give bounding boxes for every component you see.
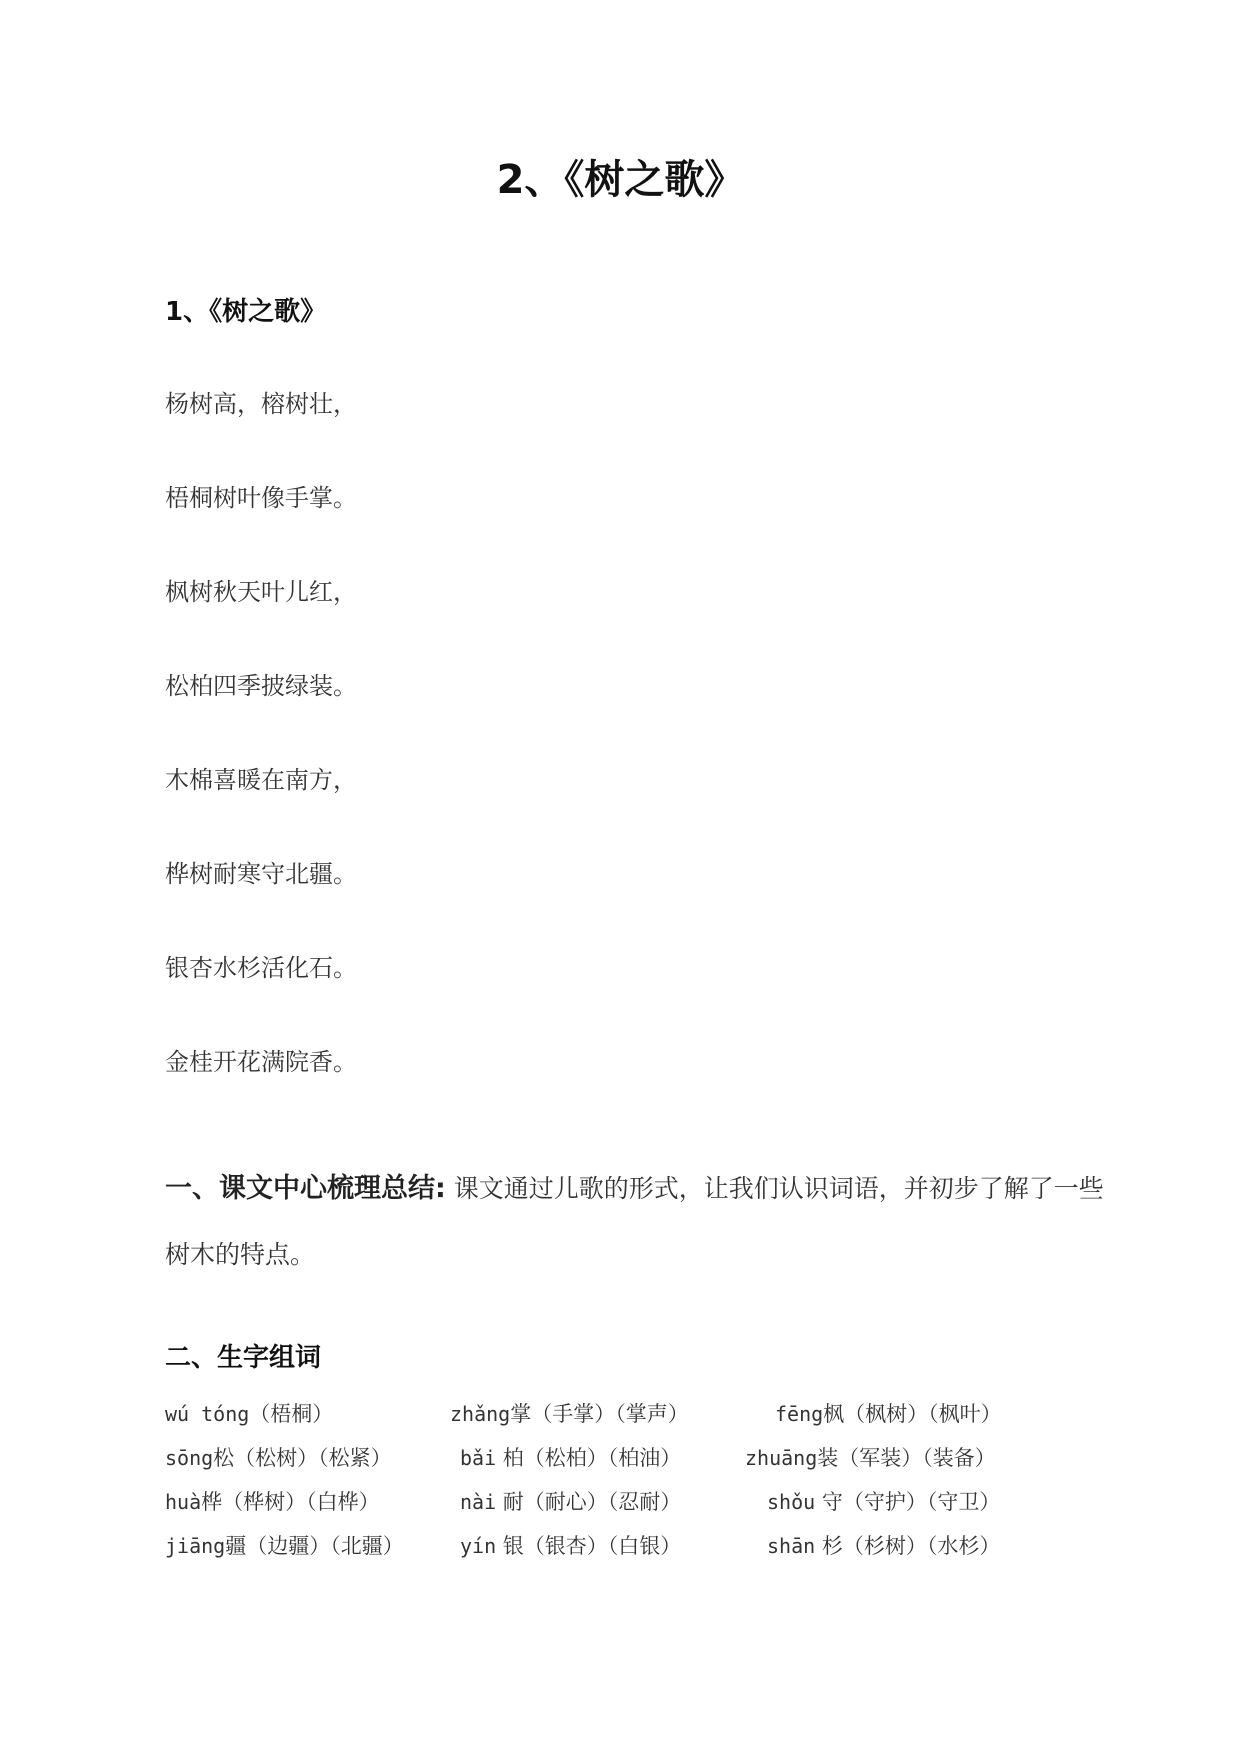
vocab-item <box>460 1528 681 1564</box>
word-group: 耐（耐心）（忍耐） <box>496 1490 682 1514</box>
poem-line: 梧桐树叶像手掌。 <box>165 484 357 512</box>
vocab-item <box>460 1484 681 1520</box>
pinyin: bǎi <box>460 1446 497 1470</box>
poem-line: 银杏水杉活化石。 <box>165 954 357 982</box>
pinyin: jiāng <box>165 1534 226 1558</box>
vocab-item <box>745 1440 996 1476</box>
poem-line: 松柏四季披绿装。 <box>165 672 357 700</box>
vocab-row <box>165 1440 1085 1476</box>
page-title: 2、《树之歌》 <box>496 157 745 203</box>
pinyin: huà <box>165 1490 202 1514</box>
vocab-item <box>165 1528 404 1564</box>
vocab-item <box>767 1484 1000 1520</box>
vocab-item <box>767 1528 1000 1564</box>
word-group: 守（守护）（守卫） <box>815 1490 1001 1514</box>
vocab-row <box>165 1396 1085 1432</box>
vocab-row <box>165 1528 1085 1564</box>
word-group: 掌（手掌）（掌声） <box>510 1402 689 1426</box>
pinyin: shǒu <box>767 1490 816 1514</box>
vocab-item <box>450 1396 689 1432</box>
pinyin: zhǎng <box>450 1402 511 1426</box>
poem-line: 金桂开花满院香。 <box>165 1048 357 1076</box>
summary-paragraph <box>165 1156 1105 1288</box>
poem-line: 杨树高，榕树壮， <box>165 390 357 418</box>
vocab-row <box>165 1484 1085 1520</box>
poem-line: 桦树耐寒守北疆。 <box>165 860 357 888</box>
word-group: 柏（松柏）（柏油） <box>496 1446 682 1470</box>
vocab-item <box>165 1484 380 1520</box>
pinyin: zhuāng <box>745 1446 818 1470</box>
summary-text: 课文通过儿歌的形式，让我们认识词语，并初步了解了一些树木的特点。 <box>165 1174 1104 1269</box>
vocab-heading: 二、生字组词 <box>165 1343 322 1373</box>
pinyin: sōng <box>165 1446 214 1470</box>
word-group: 松（松树）（松紧） <box>213 1446 392 1470</box>
word-group: 装（军装）（装备） <box>817 1446 996 1470</box>
vocab-item <box>460 1440 681 1476</box>
word-group: （梧桐） <box>249 1402 334 1426</box>
word-group: 银（银杏）（白银） <box>496 1534 682 1558</box>
word-group: 枫（枫树）（枫叶） <box>823 1402 1002 1426</box>
summary-label: 一、课文中心梳理总结: <box>165 1173 446 1204</box>
pinyin: fēng <box>775 1402 824 1426</box>
vocab-item <box>165 1440 392 1476</box>
poem-line: 木棉喜暖在南方， <box>165 766 357 794</box>
poem-heading: 1、《树之歌》 <box>165 297 327 327</box>
word-group: 疆（边疆）（北疆） <box>225 1534 404 1558</box>
vocab-item <box>775 1396 1002 1432</box>
vocab-item <box>165 1396 333 1432</box>
pinyin: shān <box>767 1534 816 1558</box>
poem-line: 枫树秋天叶儿红， <box>165 578 357 606</box>
word-group: 杉（杉树）（水杉） <box>815 1534 1001 1558</box>
word-group: 桦（桦树）（白桦） <box>201 1490 380 1514</box>
pinyin: nài <box>460 1490 497 1514</box>
pinyin: yín <box>460 1534 497 1558</box>
pinyin: wú tóng <box>165 1402 250 1426</box>
